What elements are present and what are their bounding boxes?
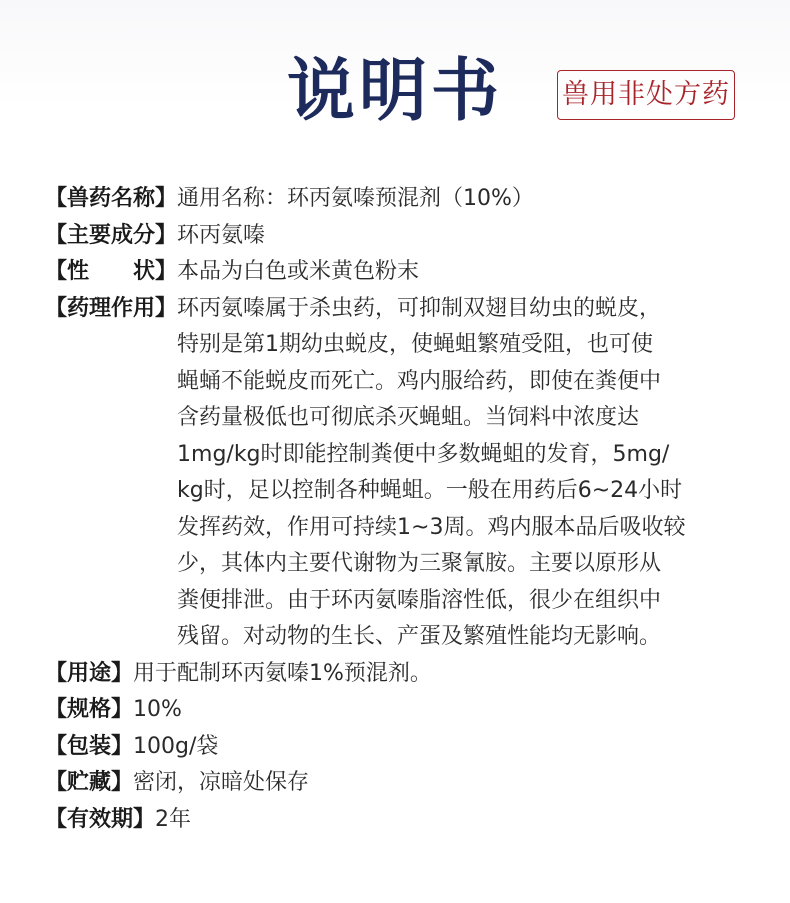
row-ingredient (45, 218, 765, 255)
value-package: 100g/袋 (133, 733, 219, 759)
row-drug-name (45, 181, 765, 218)
value-usage: 用于配制环丙氨嗪1%预混剂。 (133, 660, 432, 686)
label-appearance: 【性 状】 (45, 259, 178, 284)
value-appearance: 本品为白色或米黄色粉末 (177, 259, 420, 284)
instruction-body (45, 181, 765, 838)
value-drug-name: 通用名称：环丙氨嗪预混剂（10%） (177, 186, 534, 211)
pharmacology-line: kg时，足以控制各种蝇蛆。一般在用药后6~24小时 (177, 478, 683, 503)
value-ingredient: 环丙氨嗪 (177, 222, 266, 248)
label-usage: 【用途】 (45, 660, 134, 686)
label-package: 【包装】 (45, 733, 134, 759)
label-validity: 【有效期】 (45, 806, 156, 832)
label-spec: 【规格】 (45, 697, 134, 722)
label-ingredient: 【主要成分】 (45, 222, 178, 248)
pharmacology-line: 含药量极低也可彻底杀灭蝇蛆。当饲料中浓度达 (177, 405, 640, 430)
row-usage (45, 656, 765, 693)
pharmacology-line: 少，其体内主要代谢物为三聚氰胺。主要以原形从 (177, 551, 662, 576)
row-pharmacology (45, 291, 765, 656)
pharmacology-line: 蝇蛹不能蜕皮而死亡。鸡内服给药，即使在粪便中 (177, 368, 662, 394)
value-validity: 2年 (155, 806, 192, 832)
pharmacology-line: 环丙氨嗪属于杀虫药，可抑制双翅目幼虫的蜕皮， (177, 295, 662, 321)
label-drug-name: 【兽药名称】 (45, 186, 178, 211)
pharmacology-line: 粪便排泄。由于环丙氨嗪脂溶性低，很少在组织中 (177, 587, 662, 613)
otc-badge: 兽用非处方药 (557, 70, 735, 120)
pharmacology-line: 残留。对动物的生长、产蛋及繁殖性能均无影响。 (177, 624, 662, 649)
row-appearance (45, 254, 765, 291)
value-storage: 密闭，凉暗处保存 (133, 770, 310, 795)
value-spec: 10% (133, 697, 182, 722)
pharmacology-line: 1mg/kg时即能控制粪便中多数蝇蛆的发育，5mg/ (177, 441, 670, 467)
label-storage: 【贮藏】 (45, 770, 134, 795)
row-spec (45, 692, 765, 729)
row-validity (45, 802, 765, 839)
pharmacology-line: 特别是第1期幼虫蜕皮，使蝇蛆繁殖受阻，也可使 (177, 332, 654, 357)
label-pharmacology: 【药理作用】 (45, 295, 178, 321)
row-storage (45, 765, 765, 802)
row-package (45, 729, 765, 766)
pharmacology-line: 发挥药效，作用可持续1~3周。鸡内服本品后吸收较 (177, 514, 686, 540)
page-title: 说明书 (286, 52, 503, 131)
value-pharmacology (177, 291, 685, 656)
